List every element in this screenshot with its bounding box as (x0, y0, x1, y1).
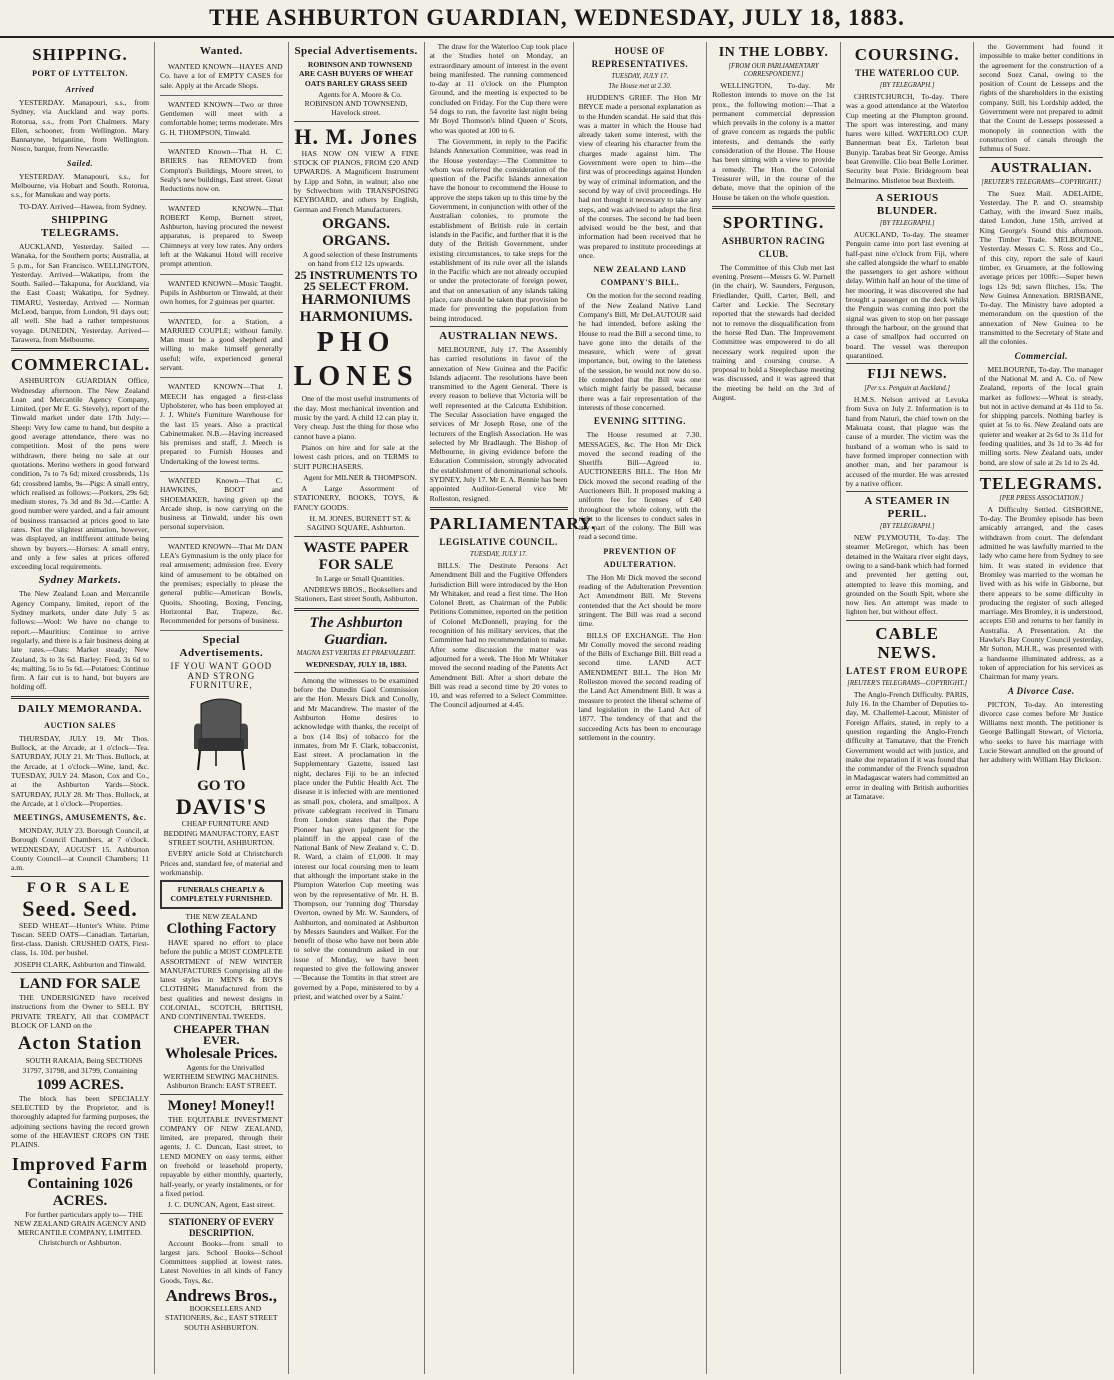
seed-signature: JOSEPH CLARK, Ashburton and Tinwald. (14, 959, 146, 969)
column-8 (974, 42, 1108, 1374)
improved-heading: Improved Farm (11, 1153, 149, 1174)
divider (712, 206, 835, 209)
wanted-ad (160, 540, 283, 632)
money-signature: J. C. DUNCAN, Agent, East street. (167, 1200, 275, 1210)
wanted-ad (160, 277, 283, 313)
ad-text: WANTED KNOWN—Two or three Gentlemen will meet with a comfortable home; terms moderate. Mrs G. H. THOMPSON, Tinwald. (160, 99, 283, 137)
seed-text: SEED WHEAT—Hunter's White. Prime Tuscan. SEED OATS—Canadian. Tartarian, first-class. Danish. CRUSHED OATS, First-class, 1s. 10d. per bushel. (11, 920, 149, 958)
steamer-heading: A STEAMER IN PERIL. (864, 495, 950, 521)
cable-sub: LATEST FROM EUROPE (846, 665, 969, 676)
house-sub: The House met at 2.30. (608, 83, 672, 90)
waterloo-heading: THE WATERLOO CUP. (855, 68, 960, 78)
paper-date: WEDNESDAY, JULY 18, 1883. (305, 659, 407, 669)
ad-text: WANTED KNOWN—HAYES AND Co. have a lot of EMPTY CASES for sale. Apply at the Arcade Shops. (160, 62, 283, 90)
today-text: TO-DAY. Arrived—Hawea, from Sydney. (19, 201, 147, 211)
davis-goto: GO TO (197, 778, 246, 795)
sydney-text: The New Zealand Loan and Mercantile Agency Company, limited, report of the Sydney markets, under date July 5 as follows:—Wool: We have no change to report.—Mauritius: Continue to arrive regularly, and there is a fair business doing at late rates.—Oats: Market steady; New Zealand, 3s to 3s 6d. Barley: Feed, 3s 6d to 4s; malting, 5s to 5s 6d.—Potatoes: Continue firm. A fair cut is to hand, but buyers are holding off. (11, 589, 149, 692)
cable-heading: CABLE NEWS. (875, 623, 939, 662)
acton-heading: Acton Station (17, 1033, 143, 1055)
shipping-telegrams-text: AUCKLAND, Yesterday. Sailed — Wanaka, for the Southern ports; Australia, at 5 p.m., for San Francisco. WELLINGTON, Yesterday. Arrived—Wakatipu, from the South. Sailed—Takapuna, for Auckland, via the East Coast; Wakatipu, for Sydney. TIMARU, Yesterday. Arrived — Norman McLeod, barque, from London, 91 days out; all well. She had a rather tempestuous voyage. DUNEDIN, Yesterday. Arrived—Tarawera, from Melbourne. (11, 241, 149, 344)
stationery-heading: STATIONERY OF EVERY DESCRIPTION. (168, 1216, 275, 1238)
clothing-heading: Clothing Factory (166, 921, 277, 937)
adulteration-heading: PREVENTION OF ADULTERATION. (603, 546, 677, 569)
land-heading: LAND FOR SALE (19, 976, 141, 993)
davis-text: CHEAP FURNITURE AND BEDDING MANUFACTORY, EAST STREET SOUTH, ASHBURTON. (163, 819, 280, 847)
divider (846, 188, 969, 189)
telegrams-heading: TELEGRAMS. (979, 473, 1103, 493)
sailed-heading: Sailed. (67, 158, 93, 168)
andrews-heading: Andrews Bros., (165, 1286, 277, 1306)
improved-text: Containing 1026 ACRES. (27, 1175, 133, 1209)
for-sale-heading: FOR SALE (26, 879, 134, 896)
fiji-sub: [Per s.s. Penguin at Auckland.] (864, 385, 951, 393)
money-heading: Money! Money!! (167, 1097, 275, 1114)
telegrams-sub: [PER PRESS ASSOCIATION.] (999, 494, 1084, 502)
acres-text: The block has been SPECIALLY SELECTED by the Proprietor, and is thoroughly adapted for farming purposes, the adjoining sections having the record grown some of the HEAVIEST CROPS ON THE PLAINS. (11, 1093, 149, 1150)
commercial-text: MELBOURNE, To-day. The manager of the National M. and A. Co. of New Zealand, reports of the local grain market as follows:—Wheat is steady, but not in active demand at 4s 11d to 5s. for shipping parcels. Nothing barley is quiet at 5s to 6s. New Zealand oats are quieter and weaker at 2s 6d to 3s 11d for feeding qualities, and 3s 1d to 3s 4d for milling sorts. New Zealand oats, under bond, are slow of sale at 2s 1d to 2s 4d. (979, 364, 1104, 467)
memoranda-heading: DAILY MEMORANDA. (18, 702, 142, 715)
meetings-heading: MEETINGS, AMUSEMENTS, &c. (13, 813, 147, 823)
stationery-text: A Large Assortment of STATIONERY, BOOKS, TOYS, & FANCY GOODS. (293, 484, 419, 512)
column-5 (574, 42, 708, 1374)
wanted-ad (160, 202, 283, 275)
evening-heading: EVENING SITTING. (593, 416, 686, 427)
waste-paper-heading: WASTE PAPER FOR SALE (303, 539, 409, 573)
fiji-heading: FIJI NEWS. (867, 367, 947, 383)
agency-text: For further particulars apply to— THE NEW ZEALAND GRAIN AGENCY AND MERCANTILE COMPANY, LIMITED. Christchurch or Ashburton. (14, 1209, 146, 1247)
divider (430, 326, 568, 327)
divider (846, 620, 969, 621)
divider (11, 876, 149, 877)
commercial-heading: Commercial. (1014, 350, 1068, 361)
davis-body: EVERY article Sold at Christchurch Prices and, standard fee, of material and workmanship. (160, 849, 283, 877)
divider (11, 696, 149, 699)
agents-text: Agents for the Unrivalled WERTHEIM SEWING MACHINES. Ashburton Branch: EAST STREET. (163, 1062, 279, 1091)
pianos-text: Pianos on hire and for sale at the lowest cash prices, and on TERMS to SUIT PURCHASERS. (293, 442, 419, 471)
cable-sub2: [REUTER'S TELEGRAMS—COPYRIGHT.] (847, 679, 968, 687)
divider (11, 348, 149, 351)
wanted-ad (160, 380, 283, 472)
divorce-text: PICTON, To-day. An interesting divorce case comes before Mr Justice Williams next month. The petitioner is George Ballingall Stewart, of Victoria, who seeks to have his marriage with Lucie Stewart annulled on the ground of her adultery with William Hay Dickson. (979, 699, 1104, 765)
jones-text: HAS NOW ON VIEW A FINE STOCK OF PIANOS, FROM £20 AND UPWARDS. A Magnificent Instrument by Lipp and Sohn, in walnut; also one by Schwechten with TRANSPOSING KEYBOARD, and others by English, German and French Manufacturers. (293, 148, 419, 214)
coursing-heading: COURSING. (854, 45, 960, 64)
racing-text: The Committee of this Club met last evening. Present—Messrs G. W. Purnell (in the chair), W. Saunders, Ferguson, Friedlander, Quill, Carter, Bell, and Carter and Leckie. The Secretary reported that the stewards had decided not to remove the disqualification from the horse Red Dan. The Improvement Committee was empowered to do all necessary work required upon the training and coursing course. A proposal to hold a Steeplechase meeting was discussed, and it was agreed that the meeting be held on the 3rd of August. (712, 262, 835, 403)
column-6 (707, 42, 841, 1374)
nz-land-text: On the motion for the second reading of the New Zealand Native Land Company's Bill, Mr DeLAUTOUR said he had intended, before asking the House to read the Bill a second time, to have gone into the details of the measure, which were of great importance, but, owing to the lateness of the session, he would not now do so. He contended that the Bill was one which might fairly be passed, because there was a fair representation of the interests of those concerned. (578, 291, 702, 412)
davis-name: DAVIS'S (175, 794, 267, 820)
milner-text: Agent for MILNER & THOMPSON. (303, 472, 417, 482)
lobby-sub: [FROM OUR PARLIAMENTARY CORRESPONDENT.] (728, 63, 819, 78)
meetings-text: MONDAY, JULY 23. Borough Council, at Borough Council Chambers, at 7 o'clock. WEDNESDAY, AUGUST 15. Ashburton County Council—at Council Chambers; 11 a.m. (11, 826, 149, 873)
ad-text: WANTED, for a Station, a MARRIED COUPLE; without family. Man must be a good shepherd and willing to make himself generally useful; wife, experienced general servant. (160, 316, 283, 373)
ad-text: WANTED Known—That H. C. BRIERS has REMOVED from Compton's Buildings, Moore street, to Sealy's new buildings, East street. Great Reductions now on. (160, 147, 283, 194)
blunder-heading: A SERIOUS BLUNDER. (875, 191, 939, 217)
clothing-pre: THE NEW ZEALAND (185, 911, 258, 921)
organs-heading: ORGANS. ORGANS. (322, 215, 391, 249)
divider (294, 536, 419, 537)
steamer-sub: [BY TELEGRAPH.] (879, 523, 935, 531)
money-text: THE EQUITABLE INVESTMENT COMPANY OF NEW ZEALAND, limited, are prepared, through their agents, J. C. Duncan, East street, to LEND MONEY on easy terms, either on freehold or leasehold property, repayable by either monthly, quarterly, half-yearly, or yearly instalments, or for a fixed period. (160, 1114, 283, 1198)
house-date: TUESDAY, JULY 17. (611, 73, 669, 80)
phonograph-heading: PHO LONES (293, 327, 419, 393)
acres-heading: 1099 ACRES. (36, 1076, 124, 1093)
arrived-text: YESTERDAY. Manapouri, s.s., from Sydney, via Auckland and way ports. Rotorua, s.s., from Port Chalmers. Mary Ellen, schooner, from Wellington. Mary Bannatyne, brigantine, from Wellington. Nosco, barque, from Newcastle. (11, 98, 149, 154)
cable-text: The Anglo-French Difficulty. PARIS, July 16. In the Chamber of Deputies to-day, M. Challemel-Lacour, Minister of Foreign Affairs, stated, in reply to a question regarding the Anglo-French difficulty at Tamatave, that the French Government would act with justice, and make due reparation if it was found that the commander of the French squadron in Madagascar waters had committed an error in dealing with British authorities at Tamatave. (845, 689, 969, 802)
nz-land-heading: NEW ZEALAND LAND COMPANY'S BILL. (593, 265, 687, 288)
suez-text: the Government had found it impossible to make better conditions in the agreement for the construction of a second Suez Canal, owing to the position of Count de Lesseps and the rights of the shareholders in the existing company. Still, his Lordship added, the Government were not prepared to admit that the Count de Lesseps possessed a monopoly in connection with the construction of canals through the Isthmus of Suez. (979, 42, 1104, 154)
sporting-heading: SPORTING. (722, 212, 825, 232)
memoranda-text: THURSDAY, JULY 19. Mr Thos. Bullock, at the Arcade, at 1 o'clock—Tea. SATURDAY, JULY 21. Mr Thos. Bullock, at the Arcade, at 1 o'clock—Wine, land, &c. TUESDAY, JULY 24. Mason, Cox and Co., at the Ashburton Yards—Stock. SATURDAY, JULY 28. Mr Thos. Bullock, at the Arcade, at 1 o'clock—Properties. (11, 733, 149, 808)
divider (294, 608, 419, 611)
ad-text: WANTED Known—That C. HAWKINS, BOOT and SHOEMAKER, having given up the Arcade shop, is now carrying on the business at Tinwald, under his own personal supervision. (160, 475, 283, 532)
house-text: HUDDEN'S GRIEF. The Hon Mr BRYCE made a personal explanation as to the Hunden scandal. He said that this was a matter in which the House had already taken some interest, with the view of clearing his character from the charges made against him. The Government were open to him—the first was of proceedings against Hunden by way of criminal information, and the second by way of civil proceedings. He had not thought it necessary to take any steps, and was advised to adopt the first of the courses. The second he had been advised would be the best, and that information had been received that he was prepared to institute proceedings at once. (578, 93, 702, 261)
column-2 (155, 42, 289, 1374)
blunder-sub: [BY TELEGRAPH.] (879, 219, 935, 227)
council-text: BILLS. The Destitute Persons Act Amendment Bill and the Fugitive Offenders Jurisdiction Bill were introduced by the Hon Mr Whitaker, and read a first time. The Hon Colonel Brett, as Chairman of the Public Petitions Committee, reported on the petition of Colonel McDonnell, praying for the recognition of his military services, that the Committee had no recommendation to make. After some discussion the matter was adjourned for a week. The Hon Mr Whitaker moved the second reading of the Patents Act Amendment Bill. After a short debate the Bill was read a second time by 20 votes to 10, and was referred to a Select Committee. The Council adjourned at 4.45. (429, 560, 568, 710)
divider (11, 972, 149, 973)
paper-title: The Ashburton Guardian. (309, 614, 403, 648)
divider (160, 1094, 283, 1095)
divider (846, 491, 969, 492)
annexation-text: The Government, in reply to the Pacific Islands Annexation Committee, was read in the House yesterday:—The Committee to whom was referred the consideration of the question of the Pacific Islands annexation have the honour to recommend the House to approve the steps taken up to this time by the Government, in conjunction with other of the Australian colonies, to promote the establishment of British rule in certain islands in the Pacific, and further that it is the duty of the British Government, under existing circumstances, to take steps for the establishment of its rule over all the islands in the Pacific which are not already occupied or under the protectorate of foreign power, and that on annexation of any islands taking place, care should be taken that provision be made for preventing the population from being introduced. (429, 136, 568, 323)
shipping-heading: SHIPPING. (32, 45, 128, 64)
ad-text: WANTED KNOWN—Music Taught. Pupils in Ashburton or Tinwald, at their own homes, for 2 guineas per quarter. (160, 278, 283, 307)
bills-text: BILLS OF EXCHANGE. The Hon Mr Conolly moved the second reading of the Bills of Exchange Bill. Bill read a second time. LAND ACT AMENDMENT BILL. The Hon Mr Rolleston moved the second reading of the Land Act Amendment Bill. It was a measure to protect the liberal scheme of land legislation in the Land Act of 1877. The tendency of that and the succeeding Acts has been to encourage settlement in the country. (578, 630, 702, 742)
telegrams-text: A Difficulty Settled. GISBORNE, To-day. The Bromley episode has been amicably arranged, and the cases withdrawn from court. The defendant admitted he was lawfully married to the lady who came here from Sydney to see him. It was stated in evidence that Bromley was married to the woman he lived with as his wife in Gisborne, but there appears to be some difficulty in producing the register of such alleged marriage. Mrs Bromley, it is understood, accepts £50 and returns to her family in Australia. A Presentation. At the Hawke's Bay County Council yesterday, Mr Sutton, M.H.R., was presented with a handsome illuminated address, as a token of appreciation for his services as Chairman for many years. (979, 504, 1104, 682)
shipping-telegrams-heading: SHIPPING TELEGRAMS. (40, 213, 120, 239)
leader-text: Among the witnesses to be examined before the Dunedin Gaol Commission are the Hon. Messrs Dick and Conolly, and Mr Macandrew. The master of the Ashburton Home desires to acknowledge with thanks, the receipt of a box (14 lbs) of tobacco for the inmates, from Mr F. Clark, tobacconist, East street. A proclamation in the Supplementary Gazette, issued last night, declares Fiji to be an infected place under the Public Health Act. The disease it is infected with are mentioned as small pox, cholera, and smallpox. A private cablegram received in Timaru from London states that the Pope Pioneer has given judgment for the plaintiff in the appeal case of the National Bank of New Zealand v. C. D. R. Ward, a claim of £1,000. It may interest our local coursing men to learn that although the important stake in the Plumpton Waterloo Cup meeting was won by the representative of Mr. H. B. Thompson, our 'running dog' Thursday Overton, owned by Mr. W. Saunders, of Ashburton, and nominated at Ashburton by Messrs Saunders and Walker. For the benefit of those who have not been able to solve the conundrum asked in our issue of Monday, we have been requested to give the following answer—'Because the Tomtits in that street are governed by a Pope, ministered to by a priest, and watched over by a Saint.' (293, 675, 419, 1001)
divider (979, 470, 1103, 471)
sailed-text: YESTERDAY. Manapouri, s.s., for Melbourne, via Hobart and South. Rotorua, s.s., for Manukau and way ports. (11, 171, 149, 200)
harmoniums-heading: HARMONIUMS HARMONIUMS. (299, 292, 413, 326)
seed-heading: Seed. Seed. (22, 895, 138, 921)
column-4 (425, 42, 597, 1374)
house-heading: HOUSE OF REPRESENTATIVES. (591, 46, 689, 69)
wanted-ad (160, 60, 283, 96)
lobby-text: WELLINGTON, To-day. Mr Rolleston intends to move on the 1st prox., the following motion:—That a permanent commercial depression which prevails in the colony is a matter of grave concern as regards the public interests, and demands the early consideration of the House. The House has been sitting with a view to provide a remedy. The Hon. the Colonial Treasurer will, in the course of the debate, move that the opinion of the House be taken on the whole question. (712, 81, 835, 202)
land-text: THE UNDERSIGNED have received instructions from the Owner to SELL BY PRIVATE TREATY, All that COMPACT BLOCK OF LAND on the (11, 993, 149, 1030)
divider (160, 1213, 283, 1214)
port-heading: PORT OF LYTTELTON. (32, 69, 128, 78)
waste-paper-sign: ANDREWS BROS., Booksellers and Stationers, East street South, Ashburton. (294, 584, 418, 604)
blunder-text: AUCKLAND, To-day. The steamer Penguin came into port last evening at half-past nine o'clock from Fiji, where she called alongside the wharf to enable the passengers to get ashore without delay. Within half an hour of the time of her mooring, it was discovered she had brought a passenger on the deck whilst the Penguin was coming into port the signal was given to stop on her passage through the harbour, on the ground that a case of smallpox had occurred on board. The vessel was thereupon quarantined. (845, 229, 969, 360)
wanted-ad (160, 474, 283, 538)
davis-top: IF YOU WANT GOOD AND STRONG FURNITURE, (170, 661, 273, 691)
adulteration-text: The Hon Mr Dick moved the second reading of the Adulteration Prevention Act Amendment Bill. Mr Stevens contended that the Act should be more stringent. The Bill was read a second time. (578, 572, 702, 629)
divider (430, 507, 568, 510)
armchair-illustration (186, 694, 256, 774)
commercial-heading: COMMERCIAL. (11, 355, 150, 375)
robinson-agents: Agents for A. Moore & Co. ROBINSON AND TOWNSEND, Havelock street. (304, 89, 408, 118)
waterloo-text: CHRISTCHURCH, To-day. There was a good attendance at the Waterloo Cup meeting at the Plumpton ground. The sport was interesting, and many hares were killed. WATERLOO CUP. Bannerman beat Ex. Tarleton beat Bunyip. Tarabas beat Sir George. Amiss beat Grenville. Clio beat Belle Lorimer. Security beat Pixie. Bridegroom beat Belmarino. Mistletoe beat Buxleith. (845, 92, 969, 185)
stationery-text: Account Books—from small to largest jars. School Books—School Committees supplied at lowest rates. Latest Novelties in all kinds of Fancy Goods, Toys, &c. (160, 1238, 283, 1285)
special-ads-heading: Special Advertisements. (179, 634, 264, 660)
robinson-ad: ROBINSON AND TOWNSEND ARE CASH BUYERS OF WHEAT OATS BARLEY GRASS SEED (298, 60, 414, 88)
divider (979, 157, 1103, 158)
andrews-text: BOOKSELLERS AND STATIONERS, &c., EAST STREET SOUTH ASHBURTON. (165, 1304, 278, 1332)
phonograph-text: One of the most useful instruments of the day. Most mechanical invention and music by the yard. A child 12 can play it. Very cheap. Just the thing for those who cannot have a piano. (293, 394, 419, 441)
australian-heading: AUSTRALIAN. (990, 160, 1093, 176)
ad-text: WANTED KNOWN—That J. MEECH has engaged a first-class Upholsterer, who has been employed at J. J. White's Furniture Warehouse for the last 15 years. Also a practical Cabinetmaker. N.B.—Having increased his premises and staff, J. Meech is prepared to Furnish Houses and Undertaking of the lowest terms. (160, 382, 283, 466)
column-7 (841, 42, 975, 1374)
divider (294, 672, 419, 673)
acton-text: SOUTH RAKAIA, Being SECTIONS 31797, 31798, and 31799, Containing (22, 1056, 143, 1075)
evening-text: The House resumed at 7.30. MESSAGES, &c. The Hon Mr Dick moved the second reading of the Sheriffs Bill—Agreed to. AUCTIONEERS BILL. The Hon Mr Dick moved the second reading of the Auctioneers Bill. It proposed making a uniform fee for licenses of £40 throughout the whole colony, with the right to the licenses to conduct sales in any part of the colony. The Bill was read a second time. (578, 430, 702, 542)
council-date: TUESDAY, JULY 17. (470, 550, 528, 558)
fiji-text: H.M.S. Nelson arrived at Levuka from Suva on July 2. Information is to hand from Naturi, the chief town on the Makuata coast, that plague was the cause of a murder. The victim was the husband of a woman who is said to have formed improper connection with another man, and her paramour is accused of the murder. He was arrested by a native officer. (845, 395, 969, 488)
lobby-heading: IN THE LOBBY. (718, 45, 829, 60)
wholesale-heading: Wholesale Prices. (165, 1045, 278, 1062)
arrived-heading: Arrived (65, 85, 95, 94)
cheaper-heading: CHEAPER THAN EVER. (173, 1021, 270, 1047)
ad-text: WANTED KNOWN—That Mr DAN LEA's Gymnasium is the only place for real amusement; admission free. Every kind of amusement to be obtained on the premises; especially to please the general public—American Bowls, Quoits, Shooting, Boxing, Fencing, Horizontal Bar, Trapeze, &c. Recommended for persons of business. (160, 541, 283, 626)
commercial-text: ASHBURTON GUARDIAN Office, Wednesday afternoon. The New Zealand Loan and Mercantile Agency Company, Limited, (per Mr E. G. Stevely), report of the Tinwald market under date 17th July:—Sheep: Very few came to hand, but despite a good average attendance, there was no competition. Most of the pens were withdrawn, there being no sale at our quotations. Merino wethers in good forward condition, 7s to 7s 6d; mixed crossbreds, 11s 6d; crossbred lambs, 9s—Pigs: A small entry, which realised as follows:—Porkers, 29s 6d; medium stores, 7s 3d and 8s 3d.—Cattle: A good number were yarded, and a fair amount of business transacted at prices good to late rates. Not the slightest animation, however, was displayed, an indifferent attitude being shown by buyers.—Horses: A small entry, and only a few sales at prices offered exceeding local requirements. (11, 376, 149, 572)
steamer-text: NEW PLYMOUTH, To-day. The steamer McGregor, which has been detained in the Waitara river eight days, owing to a sand-bank which had formed and prevented her getting out, attempted to leave this morning, and grounded on the South Spit, where she now lies. An attempt was made to lighten her, but without effect. (845, 533, 969, 617)
divorce-heading: A Divorce Case. (1007, 685, 1075, 696)
wanted-ad (160, 315, 283, 379)
paper-motto: MAGNA EST VERITAS ET PRAEVALEBIT. (296, 649, 416, 657)
draw-text: The draw for the Waterloo Cup took place at the Studies hotel on Monday, an extraordinary amount of interest in the event being manifested. The running commenced to-day at 11 o'clock on the Plumpton Ground, and the meeting is expected to be concluded on Friday. For the Cup there were 54 dogs to run, the favorite last night being Mr Boyd Thomson's blind Queen o' Scots, who was quoted at 100 to 6. (429, 42, 568, 135)
racing-heading: ASHBURTON RACING CLUB. (721, 235, 826, 259)
australian-text: The Suez Mail. ADELAIDE, Yesterday. The P. and O. steamship Cathay, with the inward Suez mails, dated London, June 15th, arrived at King George's Sound this afternoon. The Timber Trade. MELBOURNE, Yesterday. Messrs C. S. Ross and Co., of this city, report the sale of kauri timber, ex Gruamere, at the following average prices per 100ft:—Super hewn logs 12s 9d; sawn flitches, 15s. The New Guinea Annexation. BRISBANE, To-day. The Ministry have adopted a memorandum on the question of the annexation of New Guinea to be transmitted to the Secretary of State and all the colonies. (979, 188, 1104, 347)
divider (846, 363, 969, 364)
funerals-box: FUNERALS CHEAPLY & COMPLETELY FURNISHED. (160, 880, 283, 909)
council-heading: LEGISLATIVE COUNCIL. (439, 536, 558, 547)
parliamentary-heading: PARLIAMENTARY. (429, 513, 597, 533)
organs-text: A good selection of these Instruments on hand from £12 12s upwards. (302, 249, 418, 269)
masthead: THE ASHBURTON GUARDIAN, WEDNESDAY, JULY 18, 1883. (0, 0, 1114, 38)
column-1 (6, 42, 155, 1374)
column-3 (289, 42, 425, 1374)
australian-sub: [REUTER'S TELEGRAMS—COPYRIGHT.] (981, 178, 1102, 186)
ad-text: WANTED KNOWN—That ROBERT Kemp, Burnett street, Ashburton, having procured the newest apparatus, is prepared to Sweep Chimneys at very low rates. Any orders left at the Wakanui Hotel will receive prompt attention. (160, 203, 283, 269)
waterloo-sub: [BY TELEGRAPH.] (879, 82, 935, 89)
auction-heading: AUCTION SALES (44, 720, 116, 730)
sydney-heading: Sydney Markets. (38, 574, 122, 587)
clothing-text: HAVE spared no effort to place before the public a MOST COMPLETE ASSORTMENT of NEW WINTER MANUFACTURES Comprising all the latest styles in MEN'S & BOYS CLOTHING Manufactured from the best qualities and newest designs in COLONIAL, SCOTCH, BRITISH, AND CONTINENTAL TWEEDS. (160, 938, 283, 1022)
wanted-heading: Wanted. (199, 45, 243, 57)
wanted-ad (160, 98, 283, 143)
jones-heading: H. M. Jones (294, 123, 418, 149)
australian-news-heading: AUSTRALIAN NEWS. (439, 329, 558, 342)
wanted-ad (160, 145, 283, 199)
instruments-heading: 25 INSTRUMENTS TO 25 SELECT FROM. (294, 268, 418, 294)
waste-paper-text: In Large or Small Quantities. (315, 573, 405, 583)
australian-news-text: MELBOURNE, July 17. The Assembly has carried resolutions in favor of the annexation of New Guinea and the Pacific Islands adjacent. The resolutions have been transmitted to the Agent General. There is every reason to believe that Victoria will be well represented at the Calcutta Exhibition. The Secular Association have engaged the services of Mr Joseph Rose, one of the lecturers of the English Association. He was selected by Mr Bradlaugh. The Bishop of Melbourne, in giving evidence before the Education Commission, strongly advocated the establishment of denominational schools. SYDNEY, July 17. Mr E. A. Rennie has been appointed Auditor-General vice Mr Rolleston, resigned. (429, 344, 568, 503)
jones-address: H. M. JONES, BURNETT ST. & SAGINO SQUARE, Ashburton. (306, 514, 411, 533)
divider (294, 121, 419, 122)
special-ads-heading: Special Advertisements. (294, 45, 418, 57)
